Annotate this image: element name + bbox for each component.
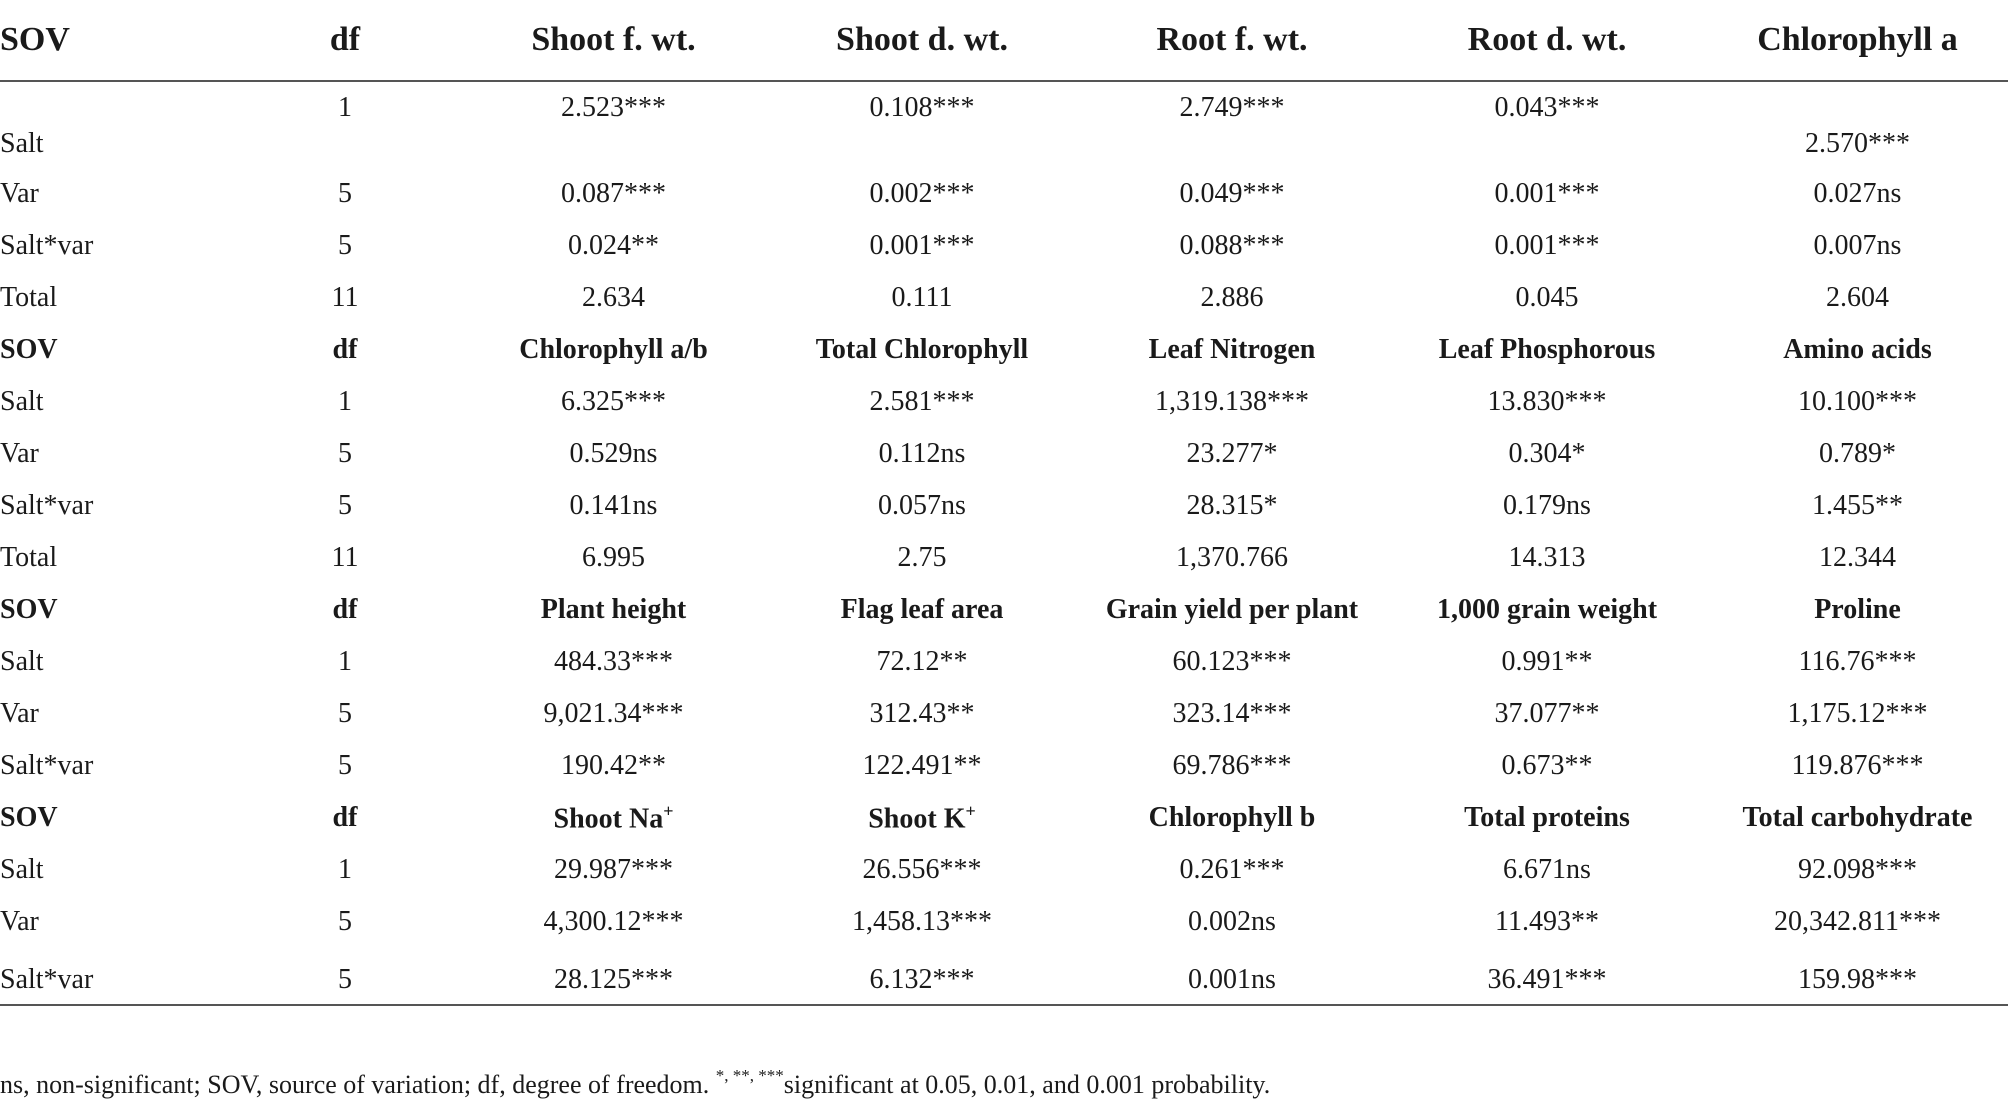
row-label: Var (0, 178, 39, 209)
subheader-grain-yield: Grain yield per plant (1105, 594, 1359, 625)
table-cell: 2.749*** (1179, 92, 1285, 123)
subheader-df: df (332, 802, 358, 833)
row-label: Salt*var (0, 750, 94, 781)
table-cell: 5 (338, 230, 352, 261)
table-cell: 0.001*** (869, 230, 975, 261)
table-cell: 1 (338, 646, 352, 677)
table-row (0, 636, 2008, 688)
table-row (0, 168, 2008, 220)
row-label: Salt (0, 128, 44, 159)
table-cell: 1,370.766 (1176, 542, 1288, 573)
table-cell: 0.111 (891, 282, 953, 313)
row-label: Salt (0, 386, 44, 417)
header-shoot-dry-weight: Shoot d. wt. (836, 21, 1008, 58)
subheader-flag-leaf-area: Flag leaf area (840, 594, 1004, 625)
table-row (0, 532, 2008, 584)
table-cell: 69.786*** (1172, 750, 1292, 781)
table-bottom-rule (0, 1004, 2008, 1006)
table-cell: 12.344 (1819, 542, 1896, 573)
table-cell: 312.43** (869, 698, 975, 729)
table-cell: 20,342.811*** (1774, 906, 1941, 937)
table-cell: 1,175.12*** (1787, 698, 1928, 729)
table-cell: 0.024** (568, 230, 659, 261)
table-cell: 0.001*** (1494, 230, 1600, 261)
table-footnote (0, 1066, 1270, 1100)
subheader-grain-weight: 1,000 grain weight (1436, 594, 1658, 625)
row-label: Total (0, 542, 58, 573)
table-cell: 0.108*** (869, 92, 975, 123)
table-cell: 122.491** (862, 750, 982, 781)
subheader-row (0, 584, 2008, 636)
table-row (0, 272, 2008, 324)
table-row (0, 376, 2008, 428)
table-row (0, 896, 2008, 948)
table-cell: 0.529ns (569, 438, 658, 469)
row-label: Salt (0, 854, 44, 885)
table-cell: 0.043*** (1494, 92, 1600, 123)
table-cell: 0.027ns (1813, 178, 1902, 209)
header-row (0, 0, 2008, 81)
footnote-tail: significant at 0.05, 0.01, and 0.001 probability. (783, 1070, 1271, 1099)
row-label: Var (0, 906, 39, 937)
subheader-sov: SOV (0, 802, 58, 833)
table-cell: 0.087*** (561, 178, 666, 209)
table-cell: 11 (331, 542, 359, 573)
table-cell: 190.42** (561, 750, 666, 781)
table-cell: 1,319.138*** (1155, 386, 1309, 417)
table-cell: 0.141ns (569, 490, 658, 521)
table-cell: 9,021.34*** (543, 698, 684, 729)
table-cell: 116.76*** (1798, 646, 1917, 677)
shoot-k-label: Shoot K (868, 803, 966, 835)
table-cell: 6.671ns (1503, 854, 1591, 885)
footnote-text: ns, non-significant; SOV, source of variation; df, degree of freedom. (0, 1070, 716, 1099)
table-cell: 26.556*** (862, 854, 982, 885)
table-cell: 5 (338, 438, 352, 469)
shoot-na-superscript: + (663, 800, 674, 821)
table-cell: 5 (338, 490, 352, 521)
table-row (0, 428, 2008, 480)
subheader-chlorophyll-ab: Chlorophyll a/b (519, 334, 708, 365)
table-cell: 1,458.13*** (852, 906, 992, 937)
table-cell: 2.570*** (1805, 128, 1910, 159)
subheader-leaf-phosphorous: Leaf Phosphorous (1438, 334, 1656, 365)
subheader-shoot-k (767, 792, 1077, 844)
table-cell: 0.001ns (1188, 964, 1276, 995)
row-label: Salt*var (0, 964, 94, 995)
header-df: df (329, 21, 361, 58)
table-cell: 0.001*** (1494, 178, 1600, 209)
subheader-amino-acids: Amino acids (1783, 334, 1932, 365)
table-cell: 0.088*** (1179, 230, 1285, 261)
subheader-df: df (332, 594, 358, 625)
table-cell: 5 (338, 698, 352, 729)
table-cell: 0.991** (1501, 646, 1593, 677)
table-cell: 29.987*** (554, 854, 673, 885)
row-label: Var (0, 698, 39, 729)
subheader-sov: SOV (0, 594, 58, 625)
table-cell: 2.634 (582, 282, 645, 313)
table-cell: 0.049*** (1179, 178, 1285, 209)
table-row (0, 480, 2008, 532)
table-cell: 2.886 (1200, 282, 1264, 313)
shoot-na-label: Shoot Na (553, 803, 664, 835)
table-cell: 5 (338, 964, 352, 995)
table-cell: 5 (338, 750, 352, 781)
table-cell: 5 (338, 178, 352, 209)
header-shoot-fresh-weight: Shoot f. wt. (531, 21, 696, 58)
row-label: Salt*var (0, 490, 94, 521)
footnote-significance-markers: *, **, *** (715, 1066, 784, 1085)
table-cell: 0.002*** (869, 178, 975, 209)
table-cell: 1 (338, 854, 352, 885)
table-cell: 72.12** (876, 646, 968, 677)
table-cell: 323.14*** (1172, 698, 1292, 729)
table-cell: 1.455** (1812, 490, 1903, 521)
table-cell: 0.789* (1819, 438, 1896, 469)
table-row (0, 740, 2008, 792)
table-cell: 28.125*** (554, 964, 673, 995)
row-label: Salt*var (0, 230, 94, 261)
table-cell: 11.493** (1495, 906, 1599, 937)
header-chlorophyll-a: Chlorophyll a (1757, 21, 1958, 58)
table-cell: 119.876*** (1791, 750, 1924, 781)
subheader-proline: Proline (1814, 594, 1901, 625)
subheader-sov: SOV (0, 334, 58, 365)
table-cell: 0.673** (1501, 750, 1593, 781)
header-root-dry-weight: Root d. wt. (1467, 21, 1627, 58)
table-cell: 6.325*** (561, 386, 666, 417)
subheader-chlorophyll-b: Chlorophyll b (1148, 802, 1316, 833)
row-label: Var (0, 438, 39, 469)
subheader-df: df (332, 334, 358, 365)
row-label: Total (0, 282, 58, 313)
subheader-total-proteins: Total proteins (1464, 802, 1630, 833)
shoot-k-superscript: + (965, 800, 976, 821)
subheader-plant-height: Plant height (540, 594, 687, 625)
table-cell: 1 (338, 92, 352, 123)
table-row (0, 948, 2008, 1022)
table-cell: 37.077** (1494, 698, 1600, 729)
header-sov: SOV (0, 21, 70, 58)
table-row (0, 844, 2008, 896)
table-row (0, 688, 2008, 740)
table-cell: 0.261*** (1179, 854, 1285, 885)
subheader-row (0, 792, 2008, 844)
table-cell: 0.112ns (878, 438, 966, 469)
table-cell: 2.604 (1826, 282, 1889, 313)
table-cell: 1 (338, 386, 352, 417)
table-cell: 92.098*** (1798, 854, 1917, 885)
subheader-total-chlorophyll: Total Chlorophyll (815, 334, 1029, 365)
table-cell: 0.304* (1508, 438, 1586, 469)
table-cell: 484.33*** (554, 646, 673, 677)
table-cell: 6.132*** (869, 964, 975, 995)
table-cell: 2.75 (897, 542, 947, 573)
table-cell: 5 (338, 906, 352, 937)
table-cell: 0.057ns (878, 490, 966, 521)
table-cell: 0.045 (1515, 282, 1579, 313)
table-cell: 10.100*** (1798, 386, 1917, 417)
header-root-fresh-weight: Root f. wt. (1156, 21, 1308, 58)
table-cell: 0.007ns (1813, 230, 1902, 261)
table-cell: 2.581*** (869, 386, 975, 417)
table-row (0, 220, 2008, 272)
subheader-total-carbohydrate: Total carbohydrate (1742, 802, 1973, 833)
table-cell: 11 (331, 282, 359, 313)
row-label: Salt (0, 646, 44, 677)
table-row (0, 81, 2008, 168)
table-cell: 36.491*** (1487, 964, 1607, 995)
table-cell: 23.277* (1186, 438, 1278, 469)
subheader-leaf-nitrogen: Leaf Nitrogen (1148, 334, 1316, 365)
table-cell: 2.523*** (561, 92, 666, 123)
subheader-row (0, 324, 2008, 376)
table-cell: 60.123*** (1172, 646, 1292, 677)
subheader-shoot-na (460, 792, 767, 844)
table-cell: 0.002ns (1188, 906, 1276, 937)
table-cell: 28.315* (1186, 490, 1278, 521)
table-cell: 13.830*** (1487, 386, 1607, 417)
table-cell: 14.313 (1508, 542, 1586, 573)
table-cell: 159.98*** (1798, 964, 1917, 995)
table-cell: 6.995 (582, 542, 645, 573)
table-cell: 0.179ns (1503, 490, 1591, 521)
table-cell: 4,300.12*** (543, 906, 684, 937)
